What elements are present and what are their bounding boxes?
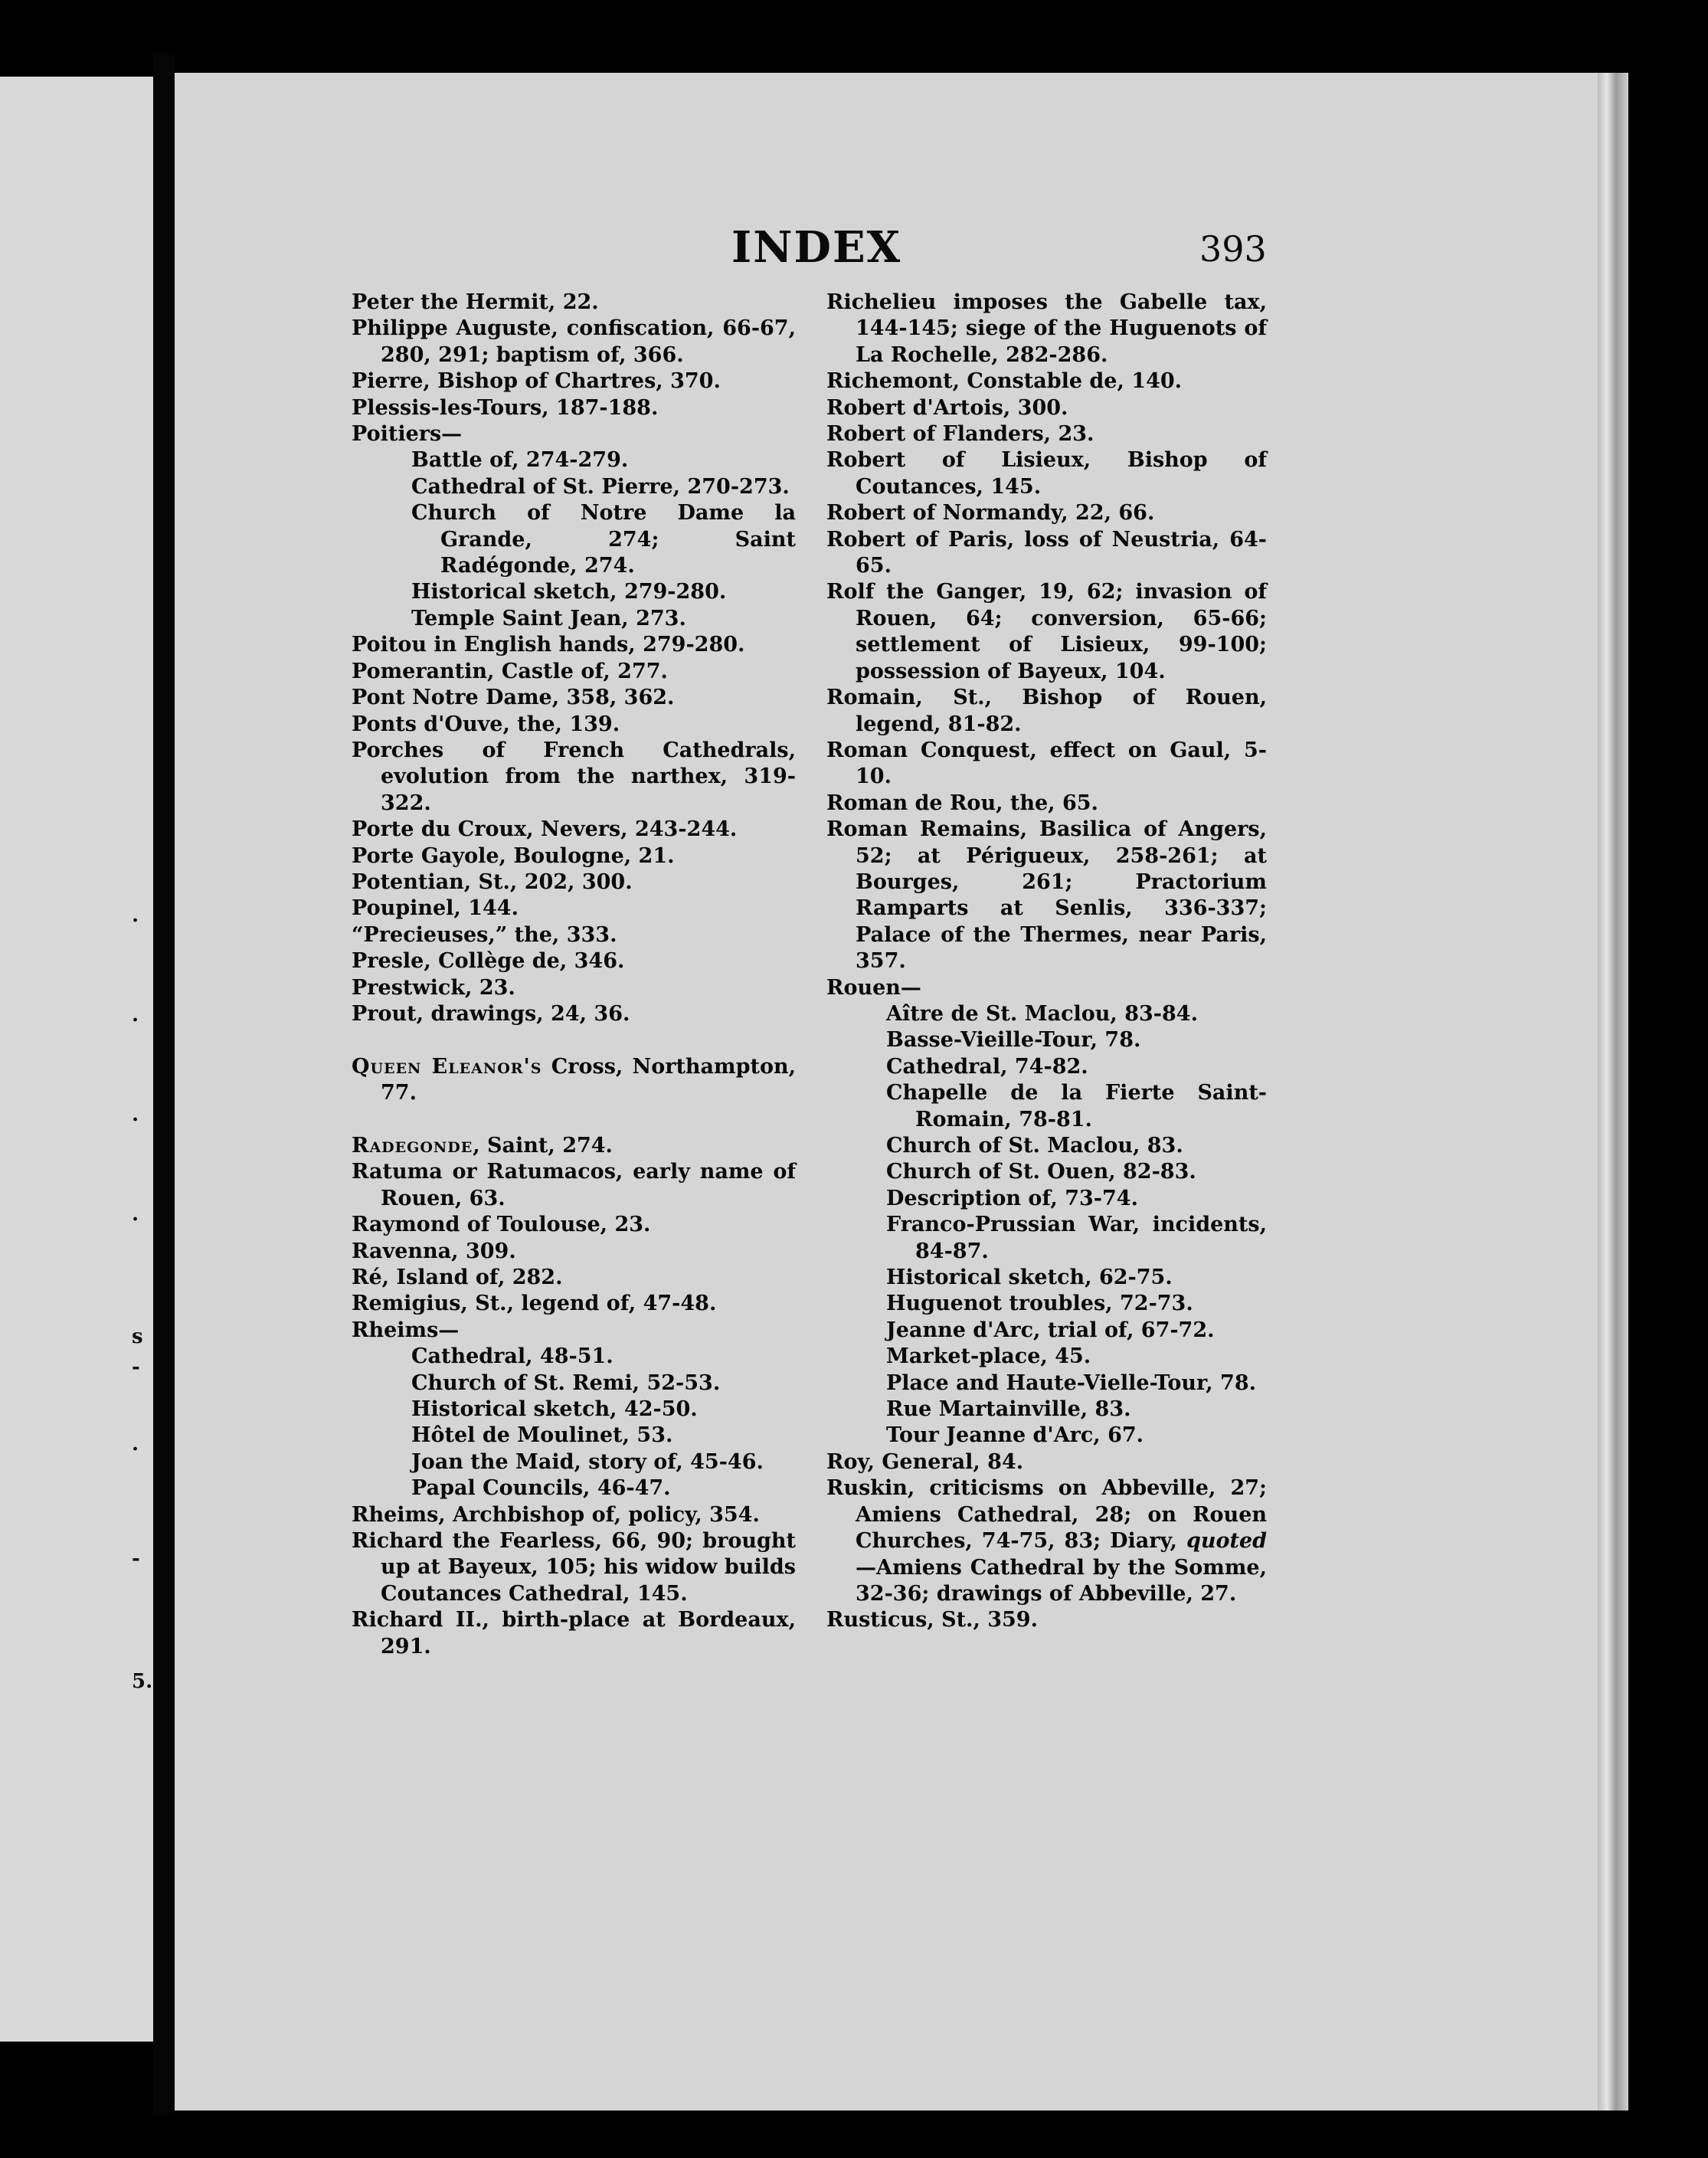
index-entry: Poitou in English hands, 279-280. xyxy=(352,633,745,657)
index-entry: Ratuma or Ratumacos, early name of Rouen, 63. xyxy=(352,1160,796,1210)
left-page-fragment: . xyxy=(132,1203,139,1226)
index-entry: Potentian, St., 202, 300. xyxy=(352,869,633,894)
index-subentry: Battle of, 274-279. xyxy=(411,448,629,473)
index-entry: Rheims, Archbishop of, policy, 354. xyxy=(352,1502,760,1527)
index-entry: Ré, Island of, 282. xyxy=(352,1266,563,1289)
index-entry xyxy=(352,1133,796,1159)
left-page-fragment: 5. xyxy=(132,1670,153,1693)
index-entry: Roman Remains, Basilica of Angers, 52; at Périgueux, 258-261; at Bourges, 261; Practorium Ramparts at Senlis, 336-337; Palace of the Thermes, near Paris, 357. xyxy=(826,817,1267,974)
index-subentry: Basse-Vieille-Tour, 78. xyxy=(886,1028,1141,1053)
index-entry: Richard the Fearless, 66, 90; brought up at Bayeux, 105; his widow builds Coutances Cathedral, 145. xyxy=(352,1529,796,1606)
index-subentry: Church of Notre Dame la Grande, 274; Saint Radégonde, 274. xyxy=(411,501,796,578)
entry-text: —Amiens Cathedral by the Somme, 32-36; drawings of Abbeville, 27. xyxy=(856,1555,1267,1606)
index-entry: Plessis-les-Tours, 187-188. xyxy=(352,395,659,420)
page-edge xyxy=(1598,73,1628,2111)
index-column-left xyxy=(352,290,796,1660)
left-page-fragment: - xyxy=(132,1547,140,1570)
index-entry: Remigius, St., legend of, 47-48. xyxy=(352,1292,717,1316)
index-subentry: Description of, 73-74. xyxy=(886,1186,1138,1210)
entry-gap xyxy=(352,1107,796,1133)
entry-lead-small-caps: Radegonde xyxy=(352,1133,473,1158)
left-page-fragment: s xyxy=(132,1325,143,1348)
index-entry: Romain, St., Bishop of Rouen, legend, 81-82. xyxy=(826,686,1267,736)
index-entry: Prout, drawings, 24, 36. xyxy=(352,1001,630,1026)
index-subentry: Huguenot troubles, 72-73. xyxy=(886,1292,1193,1316)
index-subentry: Cathedral, 74-82. xyxy=(886,1054,1088,1079)
index-entry: Raymond of Toulouse, 23. xyxy=(352,1213,651,1237)
index-entry xyxy=(352,1054,796,1107)
index-subentry: Temple Saint Jean, 273. xyxy=(411,606,686,630)
index-entry: Pomerantin, Castle of, 277. xyxy=(352,659,668,683)
index-entry xyxy=(826,1475,1267,1607)
index-subentry: Place and Haute-Vielle-Tour, 78. xyxy=(886,1370,1257,1395)
index-subentry: Historical sketch, 279-280. xyxy=(411,580,727,604)
index-entry: Ravenna, 309. xyxy=(352,1239,516,1263)
index-entry: Roman de Rou, the, 65. xyxy=(826,791,1098,815)
index-entry: Porches of French Cathedrals, evolution from the narthex, 319-322. xyxy=(352,738,796,815)
index-entry: Pierre, Bishop of Chartres, 370. xyxy=(352,369,721,394)
index-subentry: Hôtel de Moulinet, 53. xyxy=(411,1423,673,1448)
index-entry: “Precieuses,” the, 333. xyxy=(352,922,617,947)
index-entry: Robert of Lisieux, Bishop of Coutances, 145. xyxy=(826,448,1267,499)
index-subentry: Church of St. Ouen, 82-83. xyxy=(886,1160,1196,1184)
index-entry: Rolf the Ganger, 19, 62; invasion of Rouen, 64; conversion, 65-66; settlement of Lisieux, 99-100; possession of Bayeux, 104. xyxy=(826,580,1267,683)
index-entry: Richemont, Constable de, 140. xyxy=(826,369,1183,394)
left-page-fragment: - xyxy=(132,1356,140,1379)
index-entry: Roman Conquest, effect on Gaul, 5-10. xyxy=(826,738,1267,789)
running-header xyxy=(175,222,1598,276)
index-entry: Robert of Paris, loss of Neustria, 64-65. xyxy=(826,527,1267,578)
entry-gap xyxy=(352,1027,796,1053)
index-subentry: Cathedral, 48-51. xyxy=(411,1344,614,1369)
index-subentry: Chapelle de la Fierte Saint-Romain, 78-81. xyxy=(886,1081,1267,1131)
left-page-fragment: . xyxy=(132,904,139,927)
left-page-fragment: . xyxy=(132,1433,139,1456)
facing-page-edge xyxy=(0,77,153,2042)
page-title: INDEX xyxy=(731,222,902,273)
index-subentry: Joan the Maid, story of, 45-46. xyxy=(411,1449,764,1474)
index-subentry: Tour Jeanne d'Arc, 67. xyxy=(886,1423,1144,1448)
left-page-fragment: . xyxy=(132,1004,139,1027)
index-entry: Prestwick, 23. xyxy=(352,975,515,1000)
index-subentry: Papal Councils, 46-47. xyxy=(411,1476,671,1501)
index-entry: Presle, Collège de, 346. xyxy=(352,949,625,974)
index-subentry: Church of St. Maclou, 83. xyxy=(886,1134,1183,1158)
entry-rest: Cross, Northampton, 77. xyxy=(381,1054,797,1105)
index-entry: Poupinel, 144. xyxy=(352,896,519,921)
index-entry: Richard II., birth-place at Bordeaux, 291. xyxy=(352,1608,796,1659)
index-entry: Rouen— xyxy=(826,975,921,1000)
entry-rest: , Saint, 274. xyxy=(473,1133,613,1158)
index-subentry: Market-place, 45. xyxy=(886,1344,1091,1369)
index-entry: Porte du Croux, Nevers, 243-244. xyxy=(352,817,738,842)
entry-italic: quoted xyxy=(1186,1529,1267,1554)
index-entry: Robert of Normandy, 22, 66. xyxy=(826,501,1155,526)
index-entry: Richelieu imposes the Gabelle tax, 144-145; siege of the Huguenots of La Rochelle, 282-286. xyxy=(826,290,1267,367)
index-entry: Rheims— xyxy=(352,1318,460,1342)
index-entry: Ponts d'Ouve, the, 139. xyxy=(352,712,620,736)
index-entry: Porte Gayole, Boulogne, 21. xyxy=(352,843,675,868)
index-subentry: Historical sketch, 42-50. xyxy=(411,1397,698,1422)
index-subentry: Aître de St. Maclou, 83-84. xyxy=(886,1001,1198,1026)
index-column-right xyxy=(826,290,1267,1634)
index-entry: Roy, General, 84. xyxy=(826,1449,1024,1474)
index-subentry: Historical sketch, 62-75. xyxy=(886,1266,1173,1290)
index-subentry: Franco-Prussian War, incidents, 84-87. xyxy=(886,1213,1267,1263)
index-entry: Robert of Flanders, 23. xyxy=(826,422,1094,447)
book-gutter xyxy=(153,54,175,2114)
index-entry: Pont Notre Dame, 358, 362. xyxy=(352,686,675,710)
index-entry: Poitiers— xyxy=(352,422,463,447)
index-entry: Rusticus, St., 359. xyxy=(826,1608,1038,1632)
index-entry: Robert d'Artois, 300. xyxy=(826,395,1068,420)
index-subentry: Jeanne d'Arc, trial of, 67-72. xyxy=(886,1318,1215,1342)
index-subentry: Rue Martainville, 83. xyxy=(886,1397,1131,1422)
entry-text: Ruskin, criticisms on Abbeville, 27; Amiens Cathedral, 28; on Rouen Churches, 74-75, 83; Diary, xyxy=(826,1476,1267,1554)
index-entry: Peter the Hermit, 22. xyxy=(352,290,599,314)
entry-lead-small-caps: Queen Eleanor's xyxy=(352,1054,542,1079)
index-entry: Philippe Auguste, confiscation, 66-67, 280, 291; baptism of, 366. xyxy=(352,316,796,367)
left-page-fragment: . xyxy=(132,1103,139,1126)
index-subentry: Church of St. Remi, 52-53. xyxy=(411,1370,721,1395)
index-subentry: Cathedral of St. Pierre, 270-273. xyxy=(411,474,790,499)
page-number: 393 xyxy=(1199,228,1267,270)
